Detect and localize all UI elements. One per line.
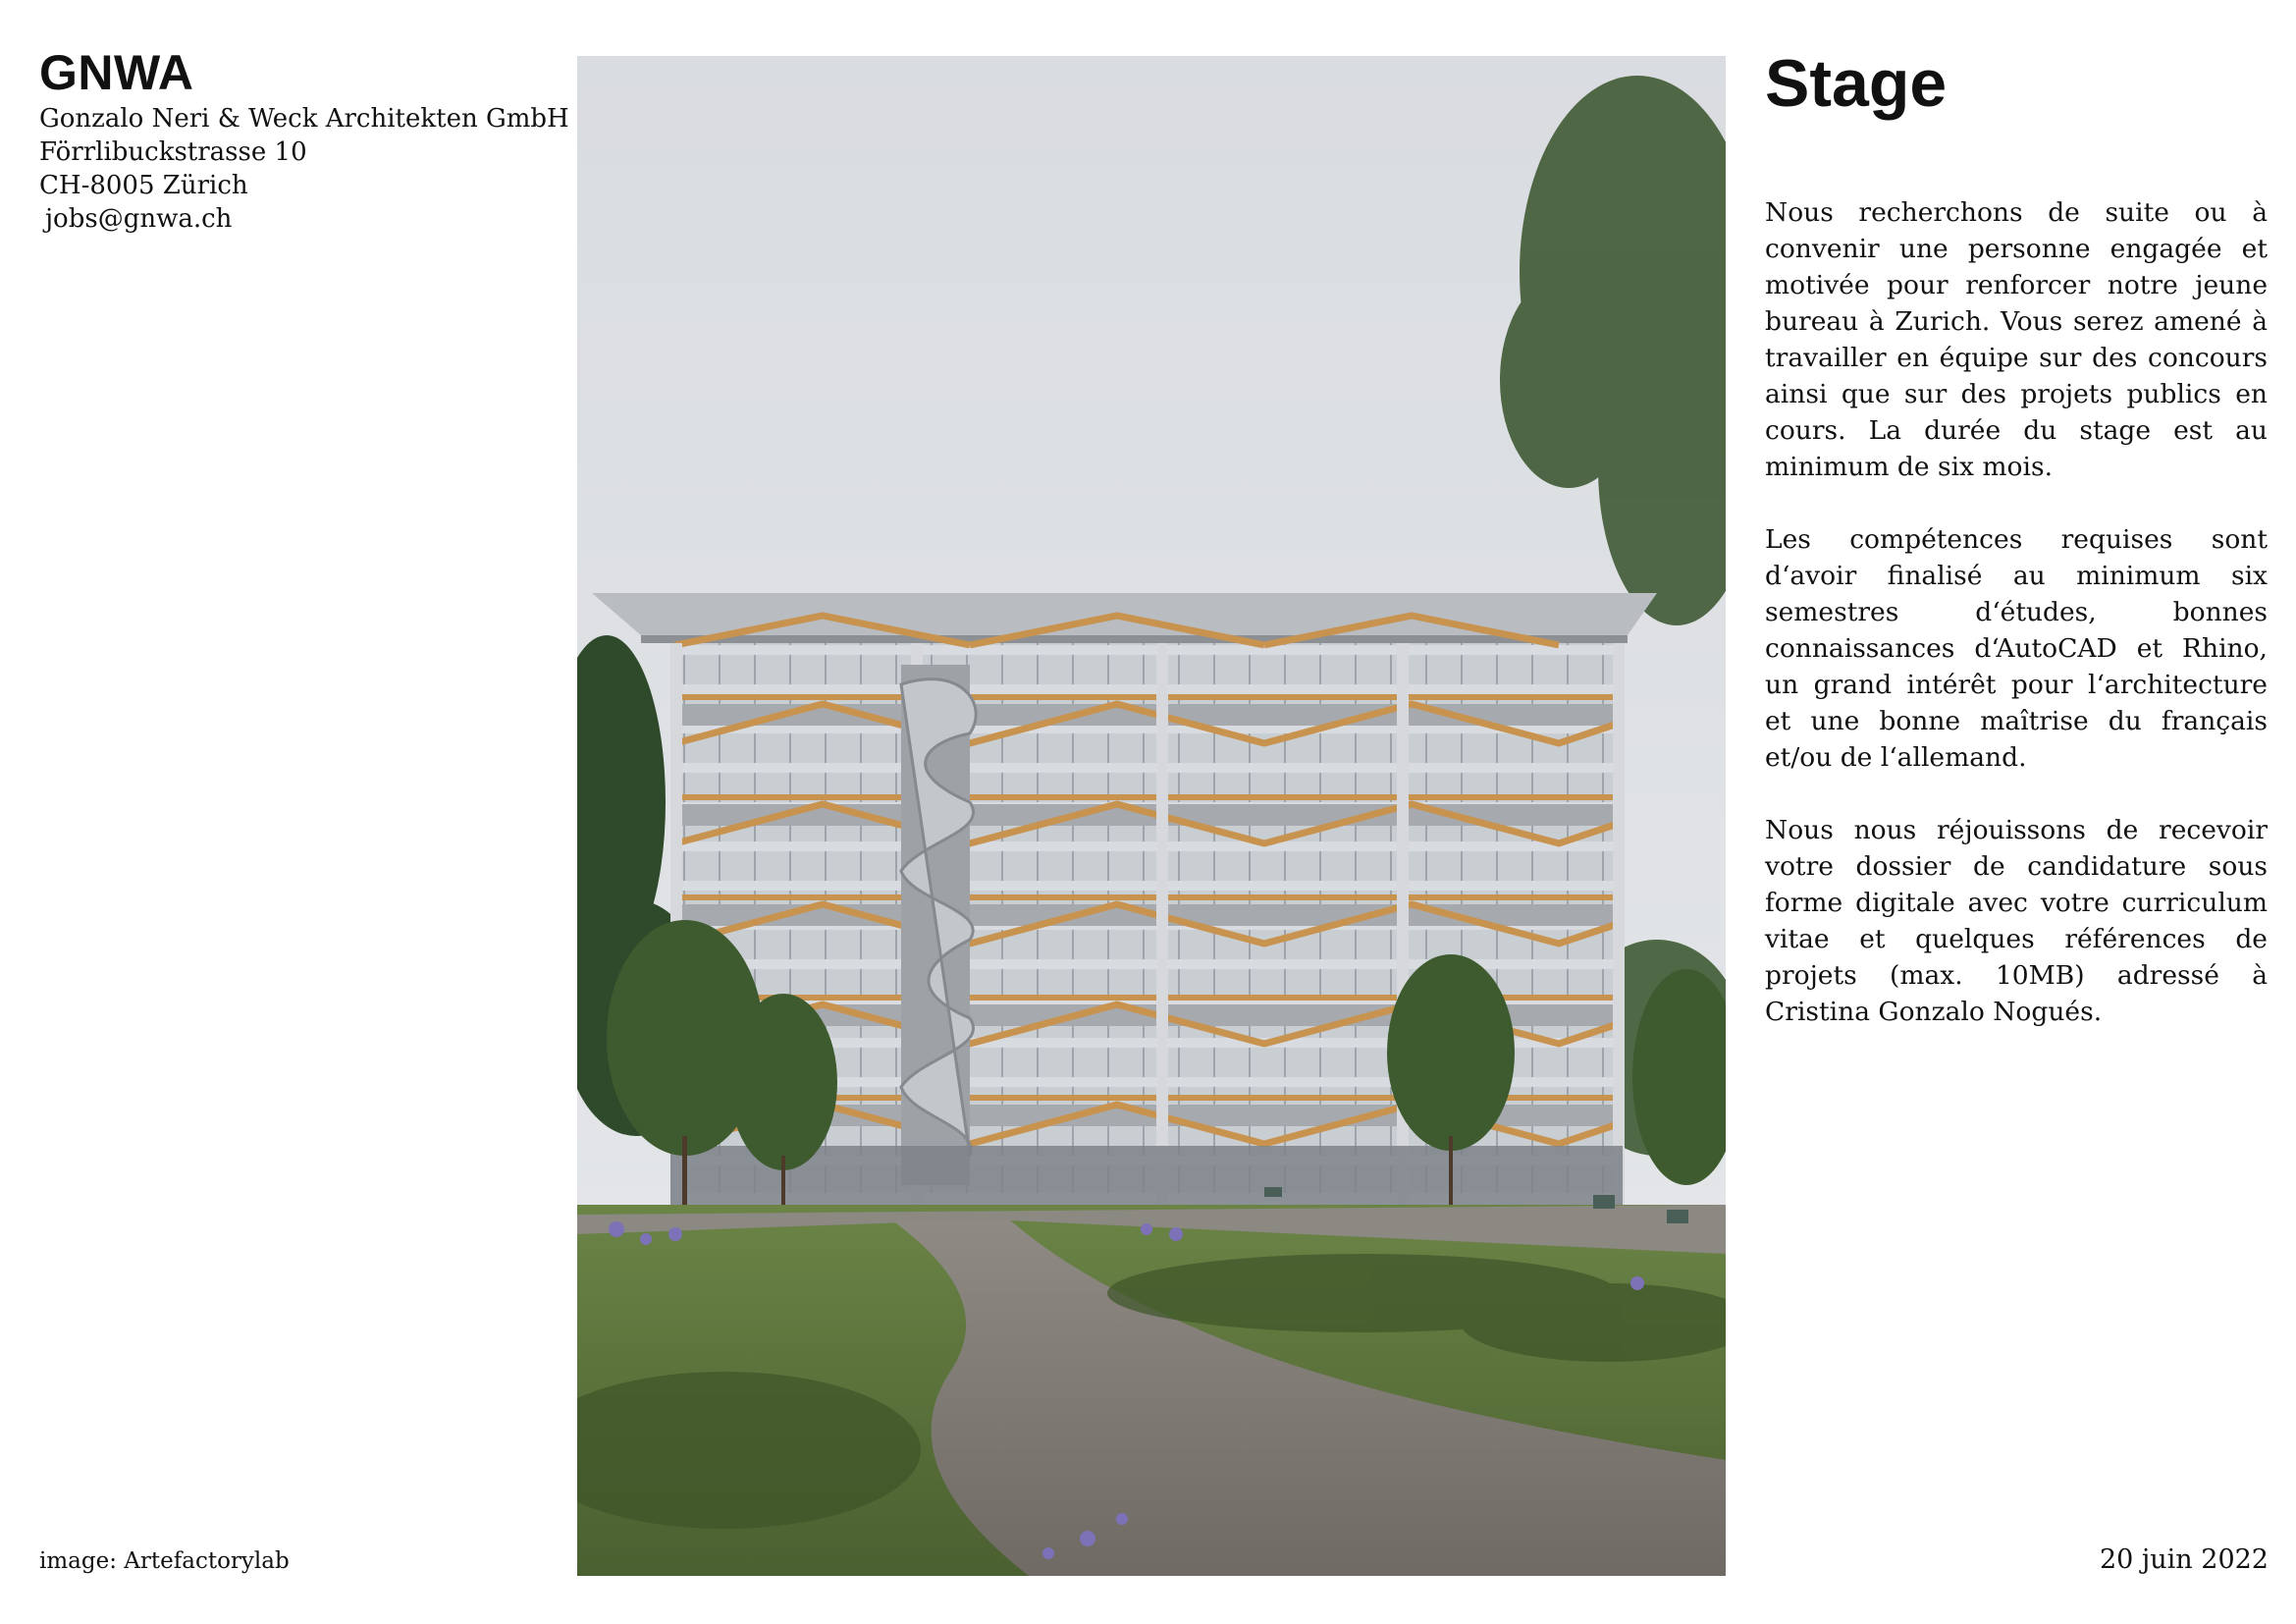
posting-paragraph-intro: Nous recherchons de suite ou à convenir une personne engagée et motivée pour renforcer notre jeune bureau à Zurich. Vous serez amené à travailler en équipe sur des concours ainsi que sur des projets publics en cours. La durée du stage est au minimum de six mois. <box>1765 197 2268 482</box>
posting-title: Stage <box>1765 46 1948 121</box>
posting-paragraph-application: Nous nous réjouissons de recevoir votre dossier de candidature sous forme digitale avec votre curriculum vitae et quelques références de projets (max. 10MB) adressé à Cristina Gonzalo Nogués. <box>1765 815 2268 1027</box>
posting-paragraph-requirements: Les compétences requises sont d‘avoir finalisé au minimum six semestres d‘études, bonnes connaissances d‘AutoCAD et Rhino, un grand intérêt pour l‘architecture et une bonne maîtrise du français et/ou de l‘allemand. <box>1765 524 2268 773</box>
building-rendering-image <box>577 56 1726 1576</box>
firm-street: Förrlibuckstrasse 10 <box>39 137 307 167</box>
firm-city: CH-8005 Zürich <box>39 171 248 200</box>
posting-date: 20 juin 2022 <box>2099 1544 2269 1575</box>
firm-email[interactable]: jobs@gnwa.ch <box>45 204 233 234</box>
firm-header <box>39 45 569 236</box>
job-posting <box>1765 45 2268 1066</box>
firm-full-name: Gonzalo Neri & Weck Architekten GmbH <box>39 104 569 134</box>
firm-short-name: GNWA <box>39 45 194 100</box>
image-credit: image: Artefactorylab <box>39 1548 290 1574</box>
